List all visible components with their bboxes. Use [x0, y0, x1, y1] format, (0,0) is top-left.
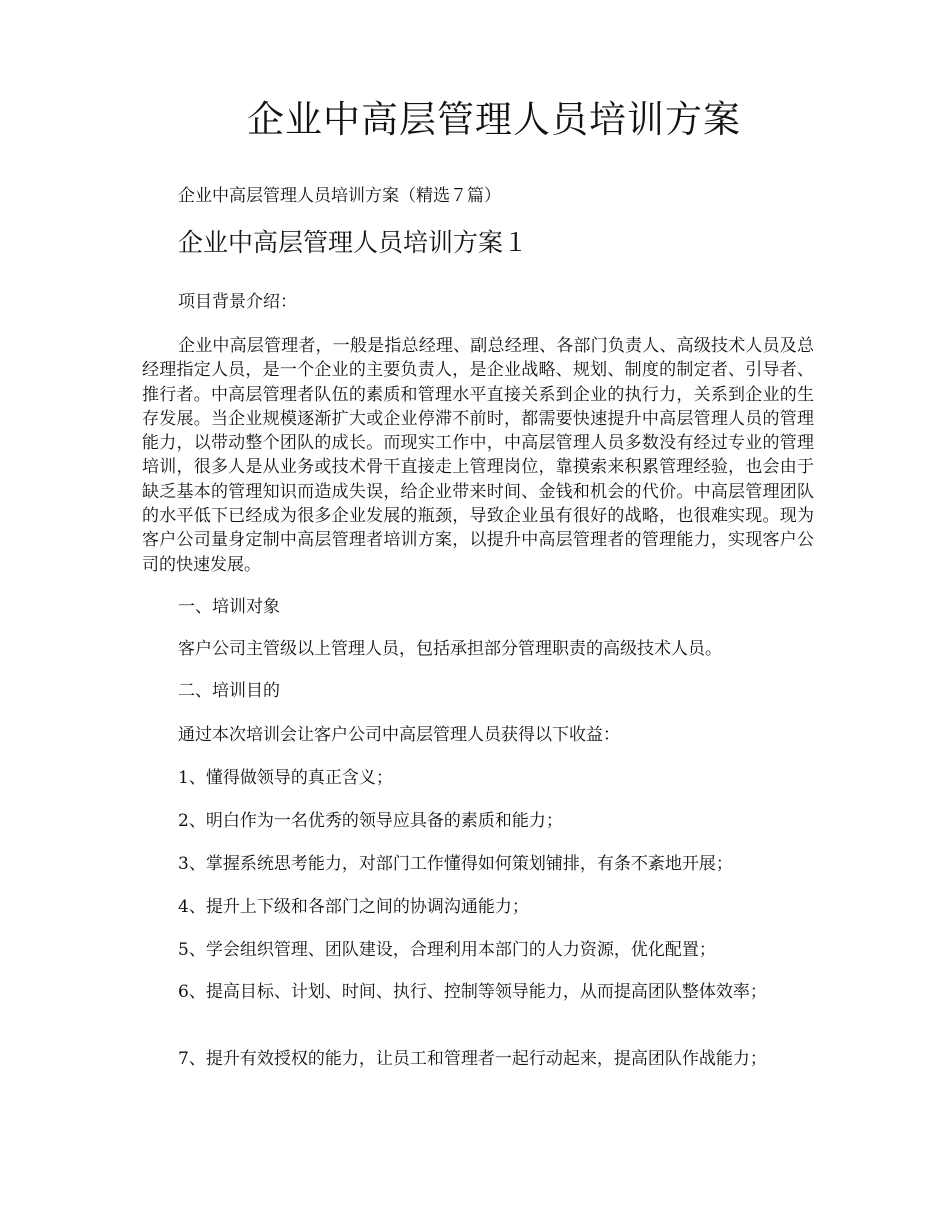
document-title: 企业中高层管理人员培训方案 [247, 98, 741, 141]
heading-training-goal: 二、培训目的 [178, 681, 280, 701]
goal-item: 5、学会组织管理、团队建设，合理利用本部门的人力资源，优化配置； [178, 940, 716, 960]
heading-training-target: 一、培训对象 [178, 597, 280, 617]
goal-item: 4、提升上下级和各部门之间的协调沟通能力； [178, 897, 529, 917]
goal-item: 2、明白作为一名优秀的领导应具备的素质和能力； [178, 811, 563, 831]
goal-item: 1、懂得做领导的真正含义； [178, 768, 393, 788]
background-label: 项目背景介绍： [178, 292, 297, 312]
background-paragraph: 企业中高层管理者，一般是指总经理、副总经理、各部门负责人、高级技术人员及总经理指定人员，是一个企业的主要负责人，是企业战略、规划、制度的制定者、引导者、推行者。中高层管理者队伍的素质和管理水平直接关系到企业的执行力，关系到企业的生存发展。当企业规模逐渐扩大或企业停滞不前时，都需要快速提升中高层管理人员的管理能力，以带动整个团队的成长。而现实工作中，中高层管理人员多数没有经过专业的管理培训，很多人是从业务或技术骨干直接走上管理岗位，靠摸索来积累管理经验，也会由于缺乏基本的管理知识而造成失误，给企业带来时间、金钱和机会的代价。中高层管理团队的水平低下已经成为很多企业发展的瓶颈，导致企业虽有很好的战略，也很难实现。现为客户公司量身定制中高层管理者培训方案，以提升中高层管理者的管理能力，实现客户公司的快速发展。 [142, 336, 814, 575]
goal-item: 6、提高目标、计划、时间、执行、控制等领导能力，从而提高团队整体效率； [178, 982, 767, 1002]
section-title: 企业中高层管理人员培训方案１ [178, 228, 529, 257]
goal-item: 3、掌握系统思考能力，对部门工作懂得如何策划铺排，有条不紊地开展； [178, 854, 733, 874]
training-target-text: 客户公司主管级以上管理人员，包括承担部分管理职责的高级技术人员。 [178, 639, 722, 659]
goal-item: 7、提升有效授权的能力，让员工和管理者一起行动起来，提高团队作战能力； [178, 1049, 767, 1069]
goal-intro: 通过本次培训会让客户公司中高层管理人员获得以下收益： [178, 725, 620, 745]
document-subtitle: 企业中高层管理人员培训方案（精选７篇） [178, 186, 501, 206]
